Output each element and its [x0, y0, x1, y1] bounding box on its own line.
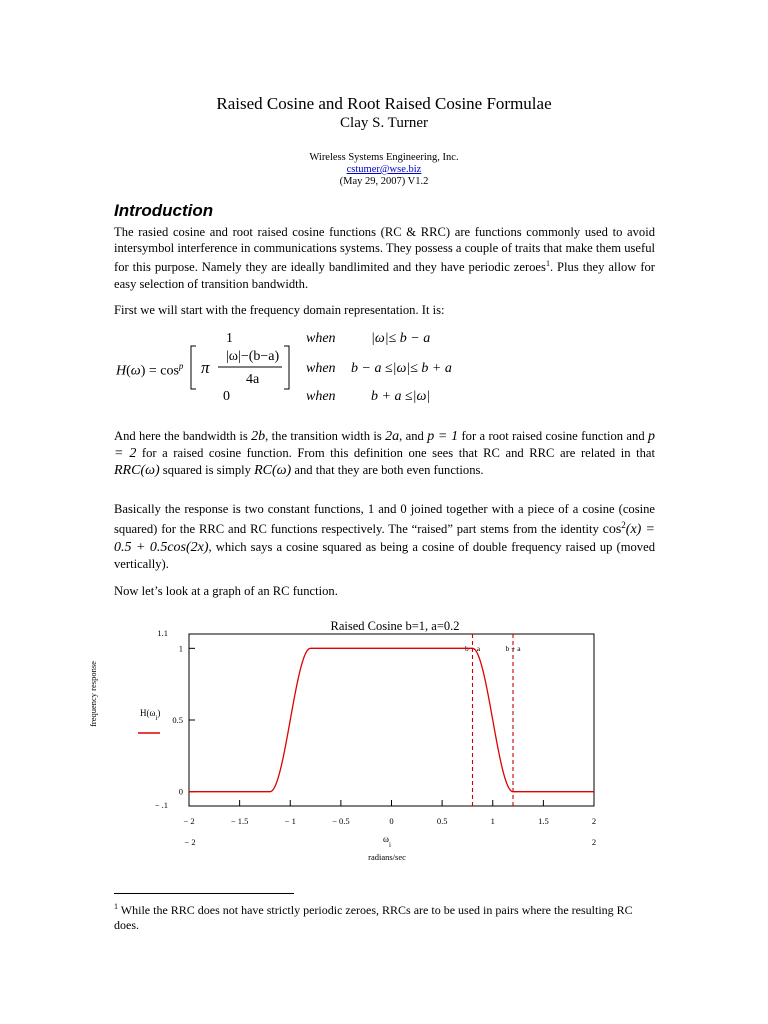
- author-affiliation: Wireless Systems Engineering, Inc.: [309, 152, 459, 163]
- legend: [138, 708, 160, 733]
- author-email: [0, 164, 768, 175]
- footnote: $^1$ While the RRC does not have strictly periodic zeroes, RRCs are to be used in pairs where the resulting RC does.: [114, 902, 633, 932]
- equation-case-3-value: 0: [223, 389, 230, 404]
- y-axis-label: frequency response: [88, 661, 98, 727]
- equation-when-1: when: [306, 331, 336, 346]
- equation-cond-3: b + a ≤|ω|: [371, 389, 431, 404]
- x-tick-label: − 1.5: [230, 816, 249, 826]
- legend-label: $H(\omega_i)$: [140, 708, 161, 722]
- paper-title: Raised Cosine and Root Raised Cosine Formulae: [216, 94, 552, 113]
- paragraph-graph-intro: Now let’s look at a graph of an RC function.: [114, 584, 338, 598]
- x-tick-label: 0: [389, 816, 394, 826]
- plot-frame: [189, 634, 594, 806]
- x-tick-label: − 2: [183, 816, 195, 826]
- x-tick-label: 1: [490, 816, 495, 826]
- x-limit-left-label: − 2: [184, 837, 196, 847]
- y-limit-top-label: 1.1: [157, 628, 168, 638]
- y-tick-label: 1: [178, 643, 183, 654]
- equation-when-3: when: [306, 389, 336, 404]
- email-link[interactable]: cstumer@wse.biz: [346, 164, 422, 175]
- equation-denominator: 4a: [246, 372, 260, 387]
- paragraph-frequency-domain: First we will start with the frequency domain representation. It is:: [114, 303, 445, 317]
- date-version: (May 29, 2007) V1.2: [339, 176, 429, 187]
- x-tick-label: 0.5: [436, 816, 448, 826]
- equation-numerator: |ω|−(b−a): [226, 349, 280, 364]
- equation-when-2: when: [306, 361, 336, 376]
- x-axis-ticks: [183, 800, 596, 826]
- plot-border: [189, 634, 594, 806]
- raised-cosine-chart: [88, 614, 630, 869]
- equation-cond-2: b − a ≤|ω|≤ b + a: [351, 361, 452, 376]
- series-line-h-omega: [189, 648, 594, 791]
- equation-lhs: $H(\omega) = \cos^p$: [116, 361, 184, 379]
- y-tick-label: 0.5: [172, 715, 183, 725]
- y-tick-label: 0: [178, 786, 183, 797]
- x-tick-label: 1.5: [538, 816, 549, 826]
- x-tick-label: − 1: [284, 816, 296, 826]
- y-axis-ticks: [172, 643, 195, 796]
- equation-pi: π: [201, 358, 210, 377]
- paragraph-bandwidth: And here the bandwidth is 2b, the transition width is 2a, and p = 1 for a root raised cosine function and p = 2 for a raised cosine function. From this definition one sees that RC and RRC are related in that RRC(ω) squared is simply RC(ω) and that they are both even functions.: [114, 429, 655, 479]
- x-axis-label: $\omega_i$: [383, 834, 391, 849]
- chart-title: Raised Cosine b=1, a=0.2: [330, 619, 460, 633]
- footnote-ref: 1: [545, 259, 550, 269]
- y-limit-bottom-label: − .1: [154, 800, 168, 810]
- paragraph-intro: The rasied cosine and root raised cosine functions (RC & RRC) are functions commonly used to avoid intersymbol interference in communications systems. They possess a couple of traits that make them useful for this purpose. Namely they are ideally bandlimited and they have periodic zeroes$^1$. Plus they allow for easy selection of transition bandwidth.: [114, 225, 656, 291]
- paragraph-response: Basically the response is two constant functions, 1 and 0 joined together with a piece of a cosine (cosine squared) for the RRC and RC functions respectively. The “raised” part stems from the identity $\cos^2(x) = 0.5 + 0.5\cos(2x)$, which says a cosine squared as being a cosine of double frequency raised up (moved vertically).: [114, 502, 655, 571]
- x-tick-label: − 0.5: [332, 816, 350, 826]
- marker-label: b + a: [505, 644, 521, 653]
- x-axis-units: radians/sec: [368, 852, 406, 862]
- section-heading-introduction: Introduction: [114, 201, 214, 220]
- equation-cond-1: |ω|≤ b − a: [371, 331, 431, 346]
- marker-label: b − a: [464, 644, 481, 653]
- x-limit-right-label: 2: [591, 837, 597, 847]
- footnote-separator: [114, 893, 294, 894]
- x-tick-label: 2: [591, 816, 597, 826]
- paper-author: Clay S. Turner: [340, 115, 428, 131]
- equation-case-1-value: 1: [226, 331, 233, 346]
